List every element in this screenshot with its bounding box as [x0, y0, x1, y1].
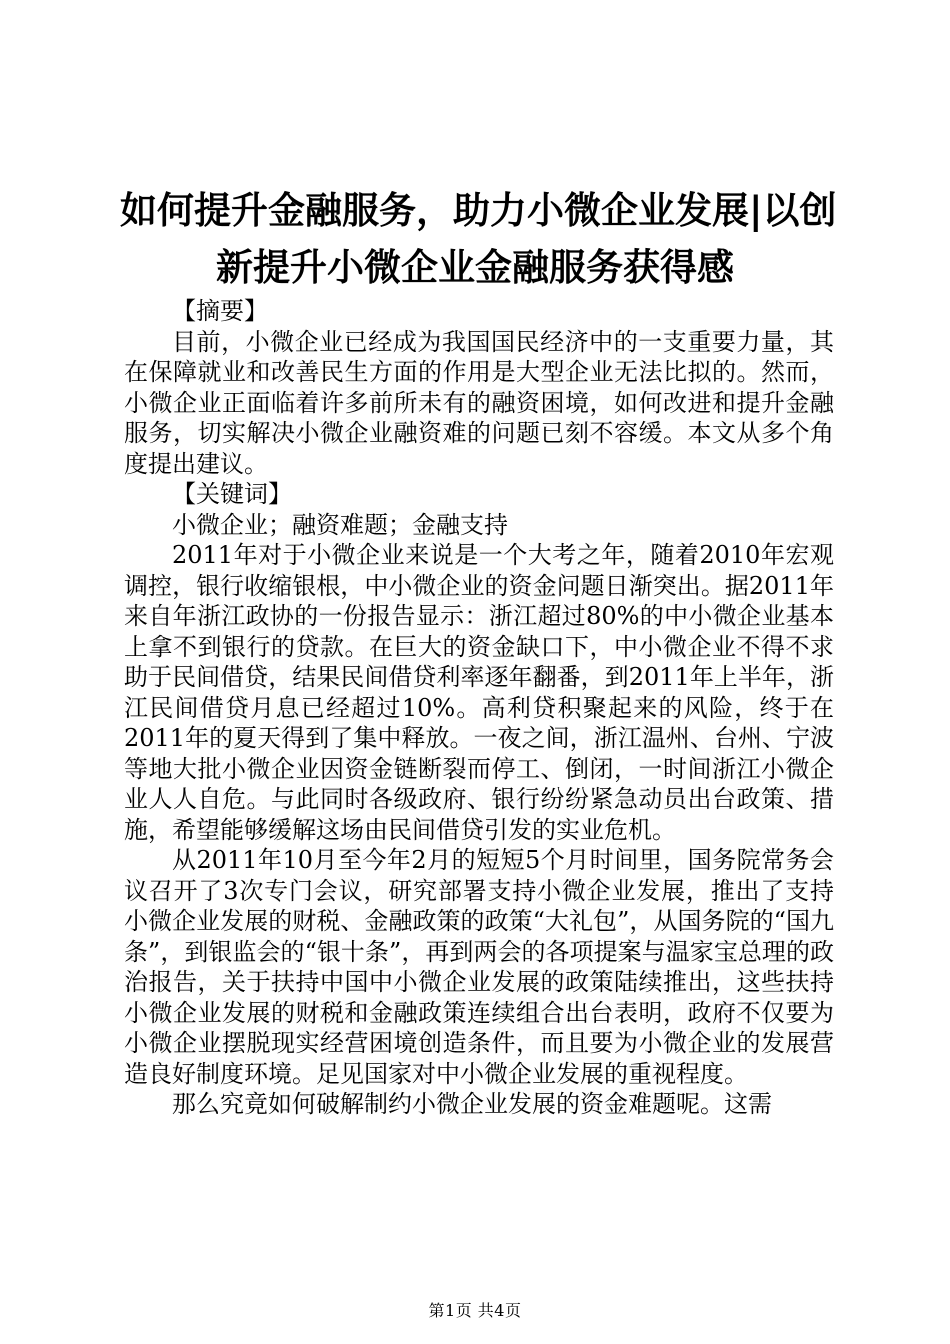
keywords-label: 【关键词】: [172, 480, 292, 508]
keywords-text: 小微企业；融资难题；金融支持: [172, 510, 508, 539]
body-paragraph: 从2011年10月至今年2月的短短5个月时间里，国务院常务会议召开了3次专门会议，研究部署支持小微企业发展，推出了支持小微企业发展的财税、金融政策的政策“大礼包”，从国务院的“国九条”，到银监会的“银十条”，再到两会的各项提案与温家宝总理的政治报告，关于扶持中国中小微企业发展的政策陆续推出，这些扶持小微企业发展的财税和金融政策连续组合出台表明，政府不仅要为小微企业摆脱现实经营困境创造条件，而且要为小微企业的发展营造良好制度环境。足见国家对中小微企业发展的重视程度。: [124, 846, 834, 1088]
abstract-label: 【摘要】: [172, 297, 268, 325]
body-paragraph: 2011年对于小微企业来说是一个大考之年，随着2010年宏观调控，银行收缩银根，中小微企业的资金问题日渐突出。据2011年来自年浙江政协的一份报告显示：浙江超过80%的中小微企业基本上拿不到银行的贷款。在巨大的资金缺口下，中小微企业不得不求助于民间借贷，结果民间借贷利率逐年翻番，到2011年上半年，浙江民间借贷月息已经超过10%。高利贷积聚起来的风险，终于在2011年的夏天得到了集中释放。一夜之间，浙江温州、台州、宁波等地大批小微企业因资金链断裂而停工、倒闭，一时间浙江小微企业人人自危。与此同时各级政府、银行纷纷紧急动员出台政策、措施，希望能够缓解这场由民间借贷引发的实业危机。: [124, 541, 834, 844]
document-title-line-1: 如何提升金融服务，助力小微企业发展|以创: [120, 189, 837, 232]
body-paragraph: 那么究竟如何破解制约小微企业发展的资金难题呢。这需: [172, 1090, 772, 1118]
page-footer: 第1页 共4页: [428, 1301, 522, 1320]
abstract-text: 目前，小微企业已经成为我国国民经济中的一支重要力量，其在保障就业和改善民生方面的作用是大型企业无法比拟的。然而，小微企业正面临着许多前所未有的融资困境，如何改进和提升金融服务，切实解决小微企业融资难的问题已刻不容缓。本文从多个角度提出建议。: [124, 327, 834, 478]
document-body: [124, 296, 834, 1120]
document-title-line-2: 新提升小微企业金融服务获得感: [216, 246, 734, 289]
